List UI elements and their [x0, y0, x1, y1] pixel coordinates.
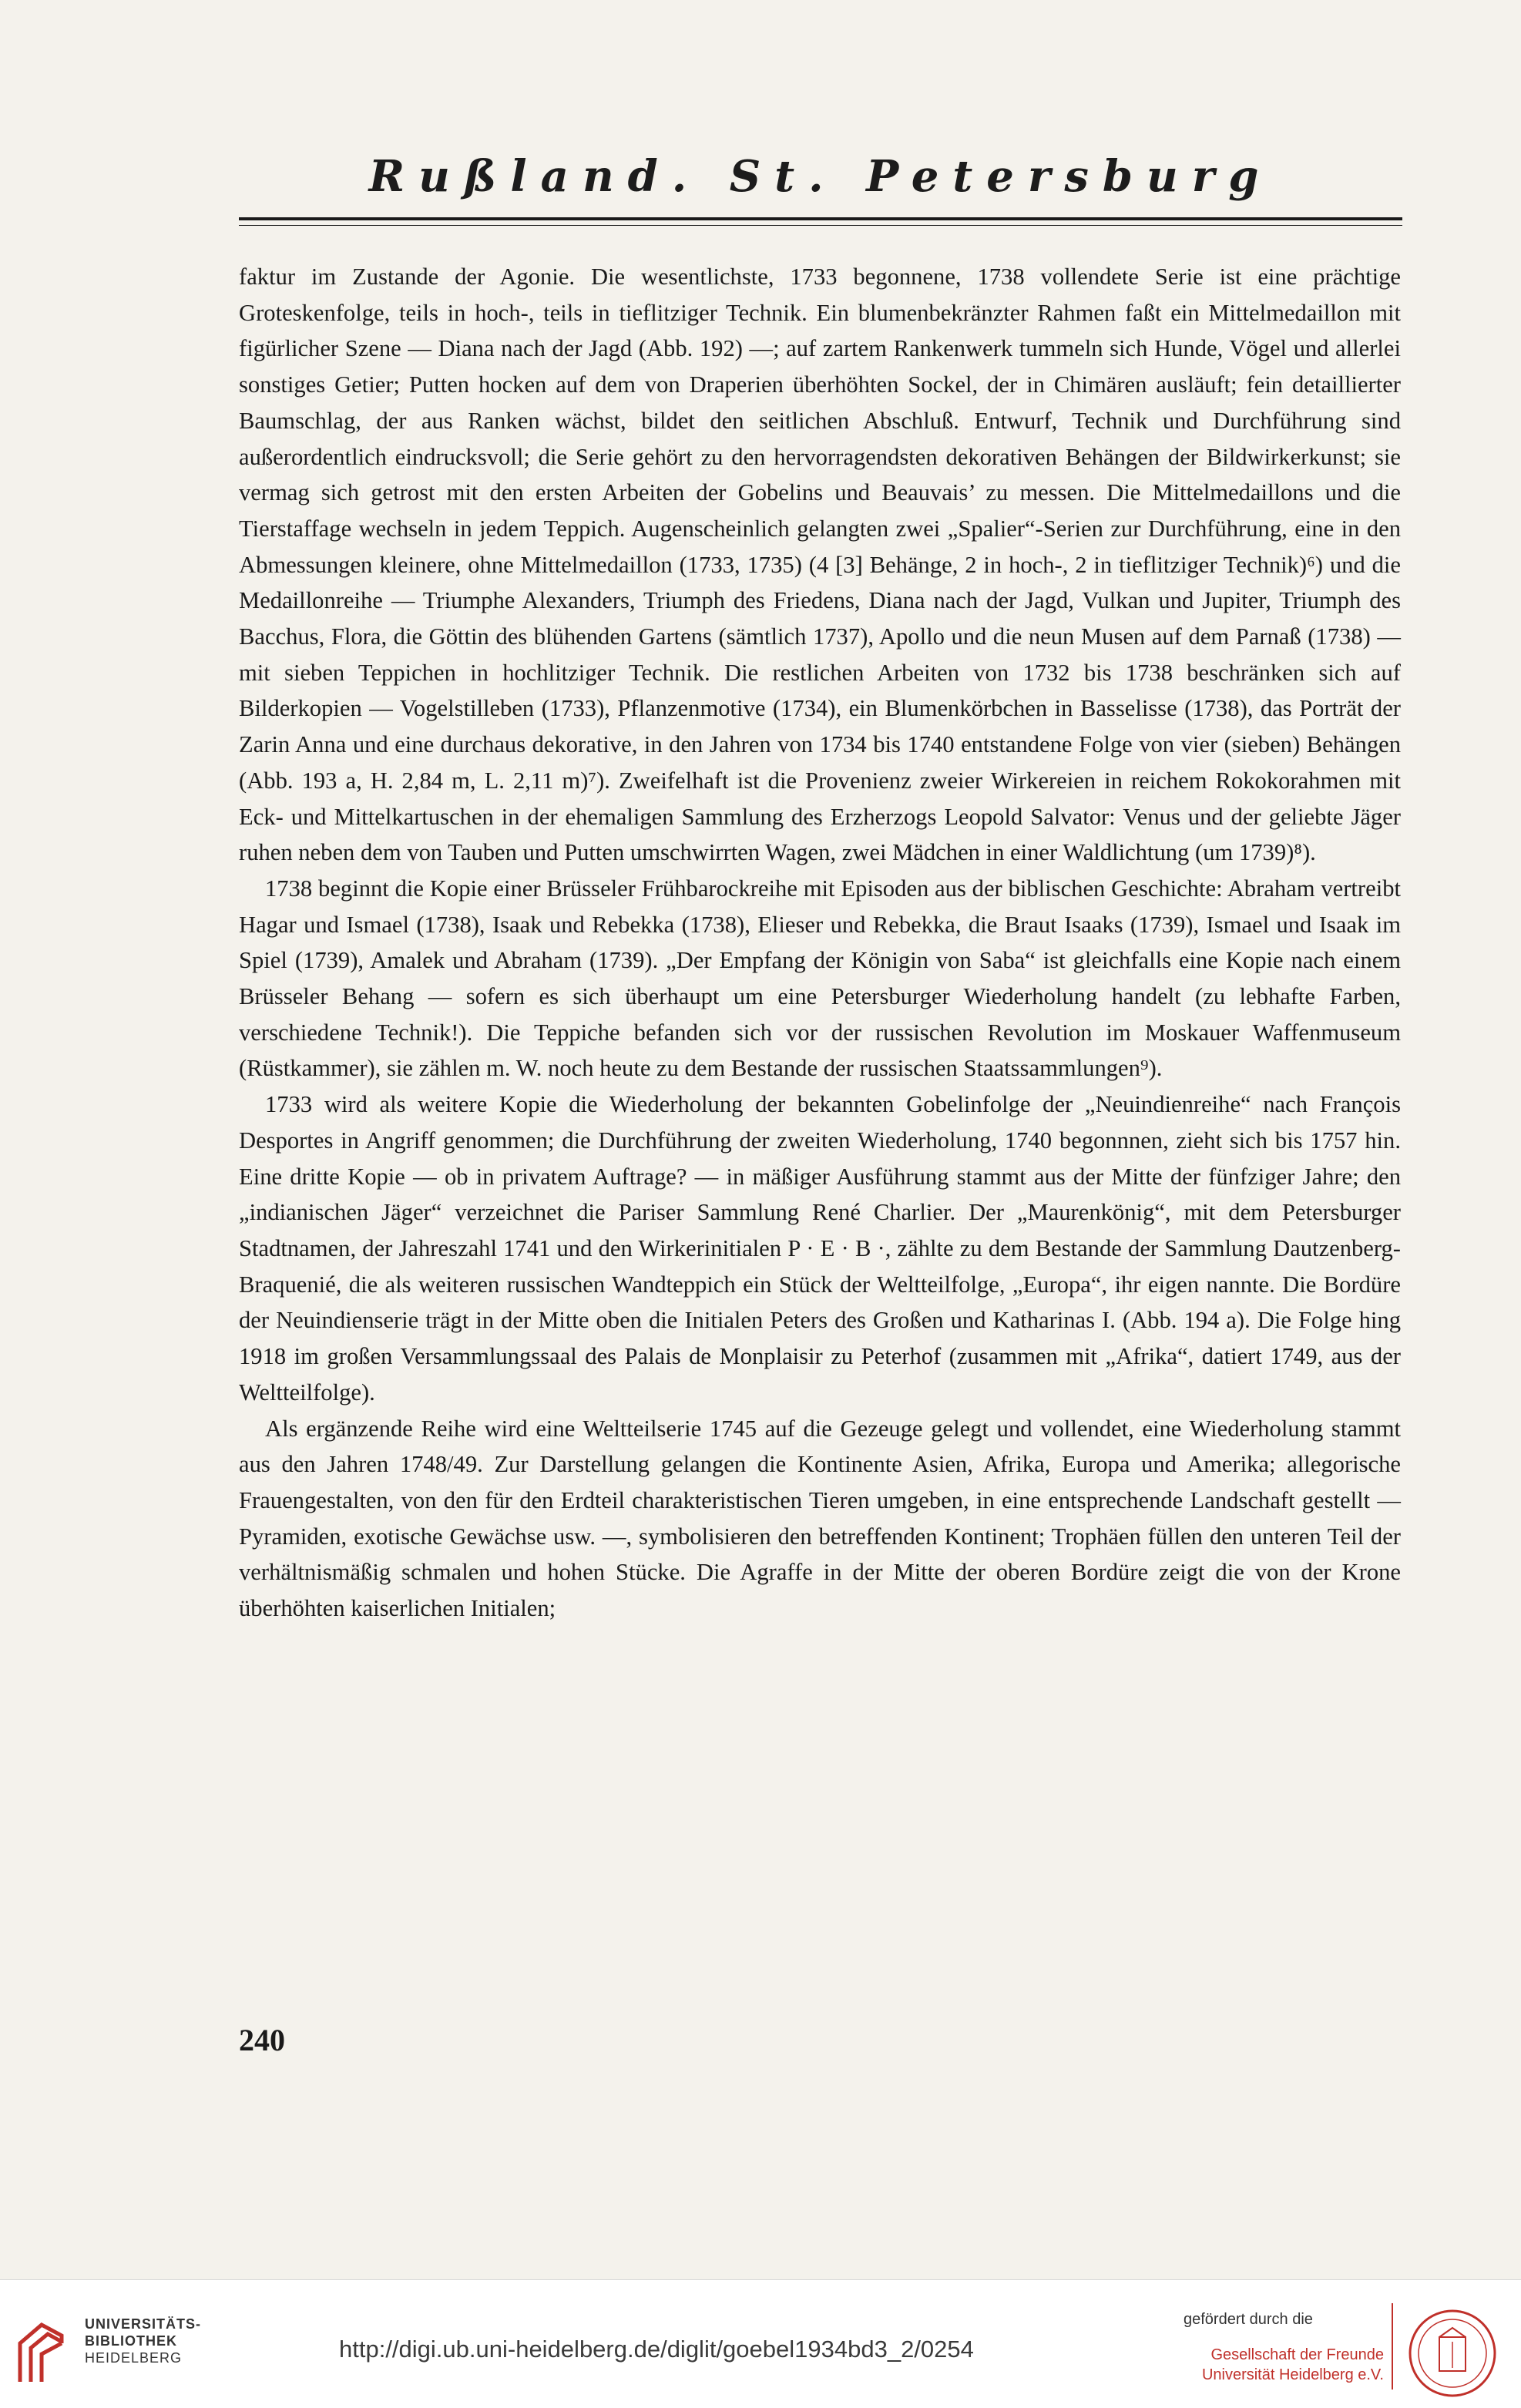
footer-bar	[0, 2279, 1521, 2408]
sponsor-name-line2: Universität Heidelberg e.V.	[1201, 2366, 1384, 2383]
library-name	[85, 2316, 201, 2366]
permalink-url[interactable]: http://digi.ub.uni-heidelberg.de/diglit/goebel1934bd3_2/0254	[339, 2336, 974, 2363]
paragraph-4: Als ergänzende Reihe wird eine Weltteilserie 1745 auf die Gezeuge gelegt und vollendet, eine Wiederholung stammt aus den Jahren 1748/49. Zur Darstellung gelangen die Kontinente Asien, Afrika, Europa und Amerika; allegorische Frauengestalten, von den für den Erdteil charakteristischen Tieren umgeben, in eine entsprechende Landschaft gestellt — Pyramiden, exotische Gewächse usw. —, symbolisieren den betreffenden Kontinent; Trophäen füllen den unteren Teil der verhältnismäßig schmalen und hohen Stücke. Die Agraffe in der Mitte der oberen Bordüre zeigt die von der Krone überhöhten kaiserlichen Initialen;	[239, 1415, 1401, 1622]
header-rule	[239, 217, 1402, 220]
sponsor-intro: gefördert durch die	[1184, 2311, 1313, 2328]
paragraph-2: 1738 beginnt die Kopie einer Brüsseler Frühbarockreihe mit Episoden aus der biblischen Geschichte: Abraham vertreibt Hagar und Ismael (1738), Isaak und Rebekka (1738), Elieser und Rebekka, die Braut Isaaks (1739), Ismael und Isaak im Spiel (1739), Amalek und Abraham (1739). „Der Empfang der Königin von Saba“ ist gleichfalls eine Kopie nach einem Brüsseler Behang — sofern es sich überhaupt um eine Petersburger Wiederholung handelt (zu lebhafte Farben, verschiedene Technik!). Die Teppiche befanden sich vor der russischen Revolution im Moskauer Waffenmuseum (Rüstkammer), sie zählen m. W. noch heute zu dem Bestande der russischen Staatssammlungen⁹).	[239, 875, 1401, 1082]
paragraph-3: 1733 wird als weitere Kopie die Wiederholung der bekannten Gobelinfolge der „Neuindienreihe“ nach François Desportes in Angriff genommen; die Durchführung der zweiten Wiederholung, 1740 begonnnen, zieht sich bis 1757 hin. Eine dritte Kopie — ob in privatem Auftrage? — in mäßiger Ausführung stammt aus der Mitte der fünfziger Jahre; den „indianischen Jäger“ verzeichnet die Pariser Sammlung René Charlier. Der „Maurenkönig“, mit dem Petersburger Stadtnamen, der Jahreszahl 1741 und den Wirkerinitialen P · E · B ·, zählte zu dem Bestande der Sammlung Dautzenberg-Braquenié, die als weiteren russischen Wandteppich ein Stück der Weltteilfolge, „Europa“, ihr eigen nannte. Die Bordüre der Neuindienserie trägt in der Mitte oben die Initialen Peters des Großen und Katharinas I. (Abb. 194 a). Die Folge hing 1918 im großen Versammlungssaal des Palais de Monplaisir zu Peterhof (zusammen mit „Afrika“, datiert 1749, aus der Weltteilfolge).	[239, 1091, 1401, 1406]
university-seal-icon	[1407, 2308, 1498, 2399]
sponsor-name	[1184, 2345, 1384, 2385]
page-number: 240	[239, 2023, 285, 2057]
running-header: Rußland. St. Petersburg	[368, 151, 1273, 202]
library-name-line1: UNIVERSITÄTS-	[85, 2316, 202, 2332]
header-rule-thin	[239, 225, 1402, 226]
library-logo-icon	[14, 2320, 68, 2386]
footer-divider	[1392, 2303, 1393, 2390]
paragraph-1: faktur im Zustande der Agonie. Die wesentlichste, 1733 begonnene, 1738 vollendete Serie ist eine prächtige Groteskenfolge, teils in hoch-, teils in tieflitziger Technik. Ein blumenbekränzter Rahmen faßt ein Mittelmedaillon mit figürlicher Szene — Diana nach der Jagd (Abb. 192) —; auf zartem Rankenwerk tummeln sich Hunde, Vögel und allerlei sonstiges Getier; Putten hocken auf dem von Draperien überhöhten Sockel, der in Chimären ausläuft; fein detaillierter Baumschlag, der aus Ranken wächst, bildet den seitlichen Abschluß. Entwurf, Technik und Durchführung sind außerordentlich eindrucksvoll; die Serie gehört zu den hervorragendsten dekorativen Behängen der Bildwirkerkunst; sie vermag sich getrost mit den ersten Arbeiten der Gobelins und Beauvais’ zu messen. Die Mittelmedaillons und die Tierstaffage wechseln in jedem Teppich. Augenscheinlich gelangten zwei „Spalier“-Serien zur Durchführung, eine in den Abmessungen kleinere, ohne Mittelmedaillon (1733, 1735) (4 [3] Behänge, 2 in hoch-, 2 in tieflitziger Technik)⁶) und die Medaillonreihe — Triumphe Alexanders, Triumph des Friedens, Diana nach der Jagd, Vulkan und Jupiter, Triumph des Bacchus, Flora, die Göttin des blühenden Gartens (sämtlich 1737), Apollo und die neun Musen auf dem Parnaß (1738) — mit sieben Teppichen in hochlitziger Technik. Die restlichen Arbeiten von 1732 bis 1738 beschränken sich auf Bilderkopien — Vogelstilleben (1733), Pflanzenmotive (1734), ein Blumenkörbchen in Basselisse (1738), das Porträt der Zarin Anna und eine durchaus dekorative, in den Jahren von 1734 bis 1740 entstandene Folge von vier (sieben) Behängen (Abb. 193 a, H. 2,84 m, L. 2,11 m)⁷). Zweifelhaft ist die Provenienz zweier Wirkereien in reichem Rokokorahmen mit Eck- und Mittelkartuschen in der ehemaligen Sammlung des Erzherzogs Leopold Salvator: Venus und der geliebte Jäger ruhen neben dem von Tauben und Putten umschwirrten Wagen, zwei Mädchen in einer Waldlichtung (um 1739)⁸).	[239, 264, 1401, 866]
sponsor-name-line1: Gesellschaft der Freunde	[1210, 2346, 1384, 2363]
body-text	[239, 259, 1401, 1627]
library-name-line3: HEIDELBERG	[85, 2350, 183, 2366]
library-name-line2: BIBLIOTHEK	[85, 2333, 177, 2349]
